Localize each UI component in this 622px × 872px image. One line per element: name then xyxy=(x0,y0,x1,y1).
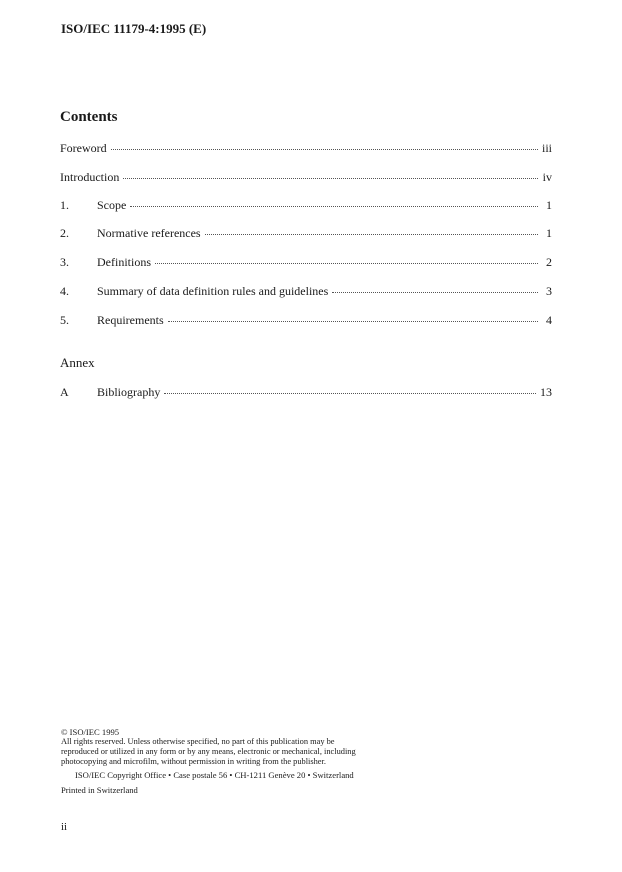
toc-entry-number: 2. xyxy=(60,226,69,240)
rights-text: reproduced or utilized in any form or by any means, electronic or mechanical, including xyxy=(61,747,356,756)
annex-heading: Annex xyxy=(60,355,95,370)
toc-entry-title: Summary of data definition rules and guidelines xyxy=(97,284,329,298)
dot-leader xyxy=(205,224,538,235)
page-number: ii xyxy=(61,821,68,833)
dot-leader xyxy=(164,383,536,394)
toc-entry-requirements[interactable] xyxy=(60,312,552,328)
toc-entry-normative-references[interactable] xyxy=(60,225,552,241)
dot-leader xyxy=(130,196,538,207)
toc-entry-title: Requirements xyxy=(97,313,164,327)
toc-entry-page: 1 xyxy=(546,226,552,240)
dot-leader xyxy=(332,282,538,293)
toc-entry-definitions[interactable] xyxy=(60,254,552,270)
toc-entry-summary[interactable] xyxy=(60,283,552,299)
toc-entry-page: iv xyxy=(542,170,552,184)
rights-text: All rights reserved. Unless otherwise specified, no part of this publication may be xyxy=(61,737,335,746)
toc-entry-title: Normative references xyxy=(97,226,201,240)
toc-entry-page: iii xyxy=(541,141,552,155)
toc-entry-number: 4. xyxy=(60,284,69,298)
dot-leader xyxy=(111,139,538,150)
copyright-notice xyxy=(61,727,421,767)
dot-leader xyxy=(168,311,538,322)
toc-entry-title: Bibliography xyxy=(97,385,161,399)
toc-entry-bibliography[interactable] xyxy=(60,384,552,400)
toc-entry-page: 13 xyxy=(540,385,552,399)
toc-entry-number: A xyxy=(60,385,69,399)
toc-entry-introduction[interactable] xyxy=(60,169,552,185)
printed-in: Printed in Switzerland xyxy=(61,785,138,795)
toc-entry-page: 2 xyxy=(546,255,552,269)
toc-entry-page: 3 xyxy=(546,284,552,298)
dot-leader xyxy=(123,168,538,179)
document-id: ISO/IEC 11179-4:1995 (E) xyxy=(61,21,207,36)
dot-leader xyxy=(155,253,538,264)
toc-entry-number: 5. xyxy=(60,313,69,327)
toc-entry-page: 1 xyxy=(546,198,552,212)
copyright-office: ISO/IEC Copyright Office • Case postale 56 • CH-1211 Genève 20 • Switzerland xyxy=(75,770,354,780)
toc-entry-scope[interactable] xyxy=(60,197,552,213)
toc-entry-foreword[interactable] xyxy=(60,140,552,156)
toc-entry-title: Definitions xyxy=(97,255,151,269)
toc-entry-title: Foreword xyxy=(60,141,107,155)
toc-entry-page: 4 xyxy=(546,313,552,327)
toc-entry-number: 3. xyxy=(60,255,69,269)
copyright-line: © ISO/IEC 1995 xyxy=(61,727,120,737)
toc-entry-title: Introduction xyxy=(60,170,120,184)
toc-entry-title: Scope xyxy=(97,198,127,212)
contents-heading: Contents xyxy=(60,109,118,125)
toc-entry-number: 1. xyxy=(60,198,69,212)
rights-text: photocopying and microfilm, without permission in writing from the publisher. xyxy=(61,757,326,766)
